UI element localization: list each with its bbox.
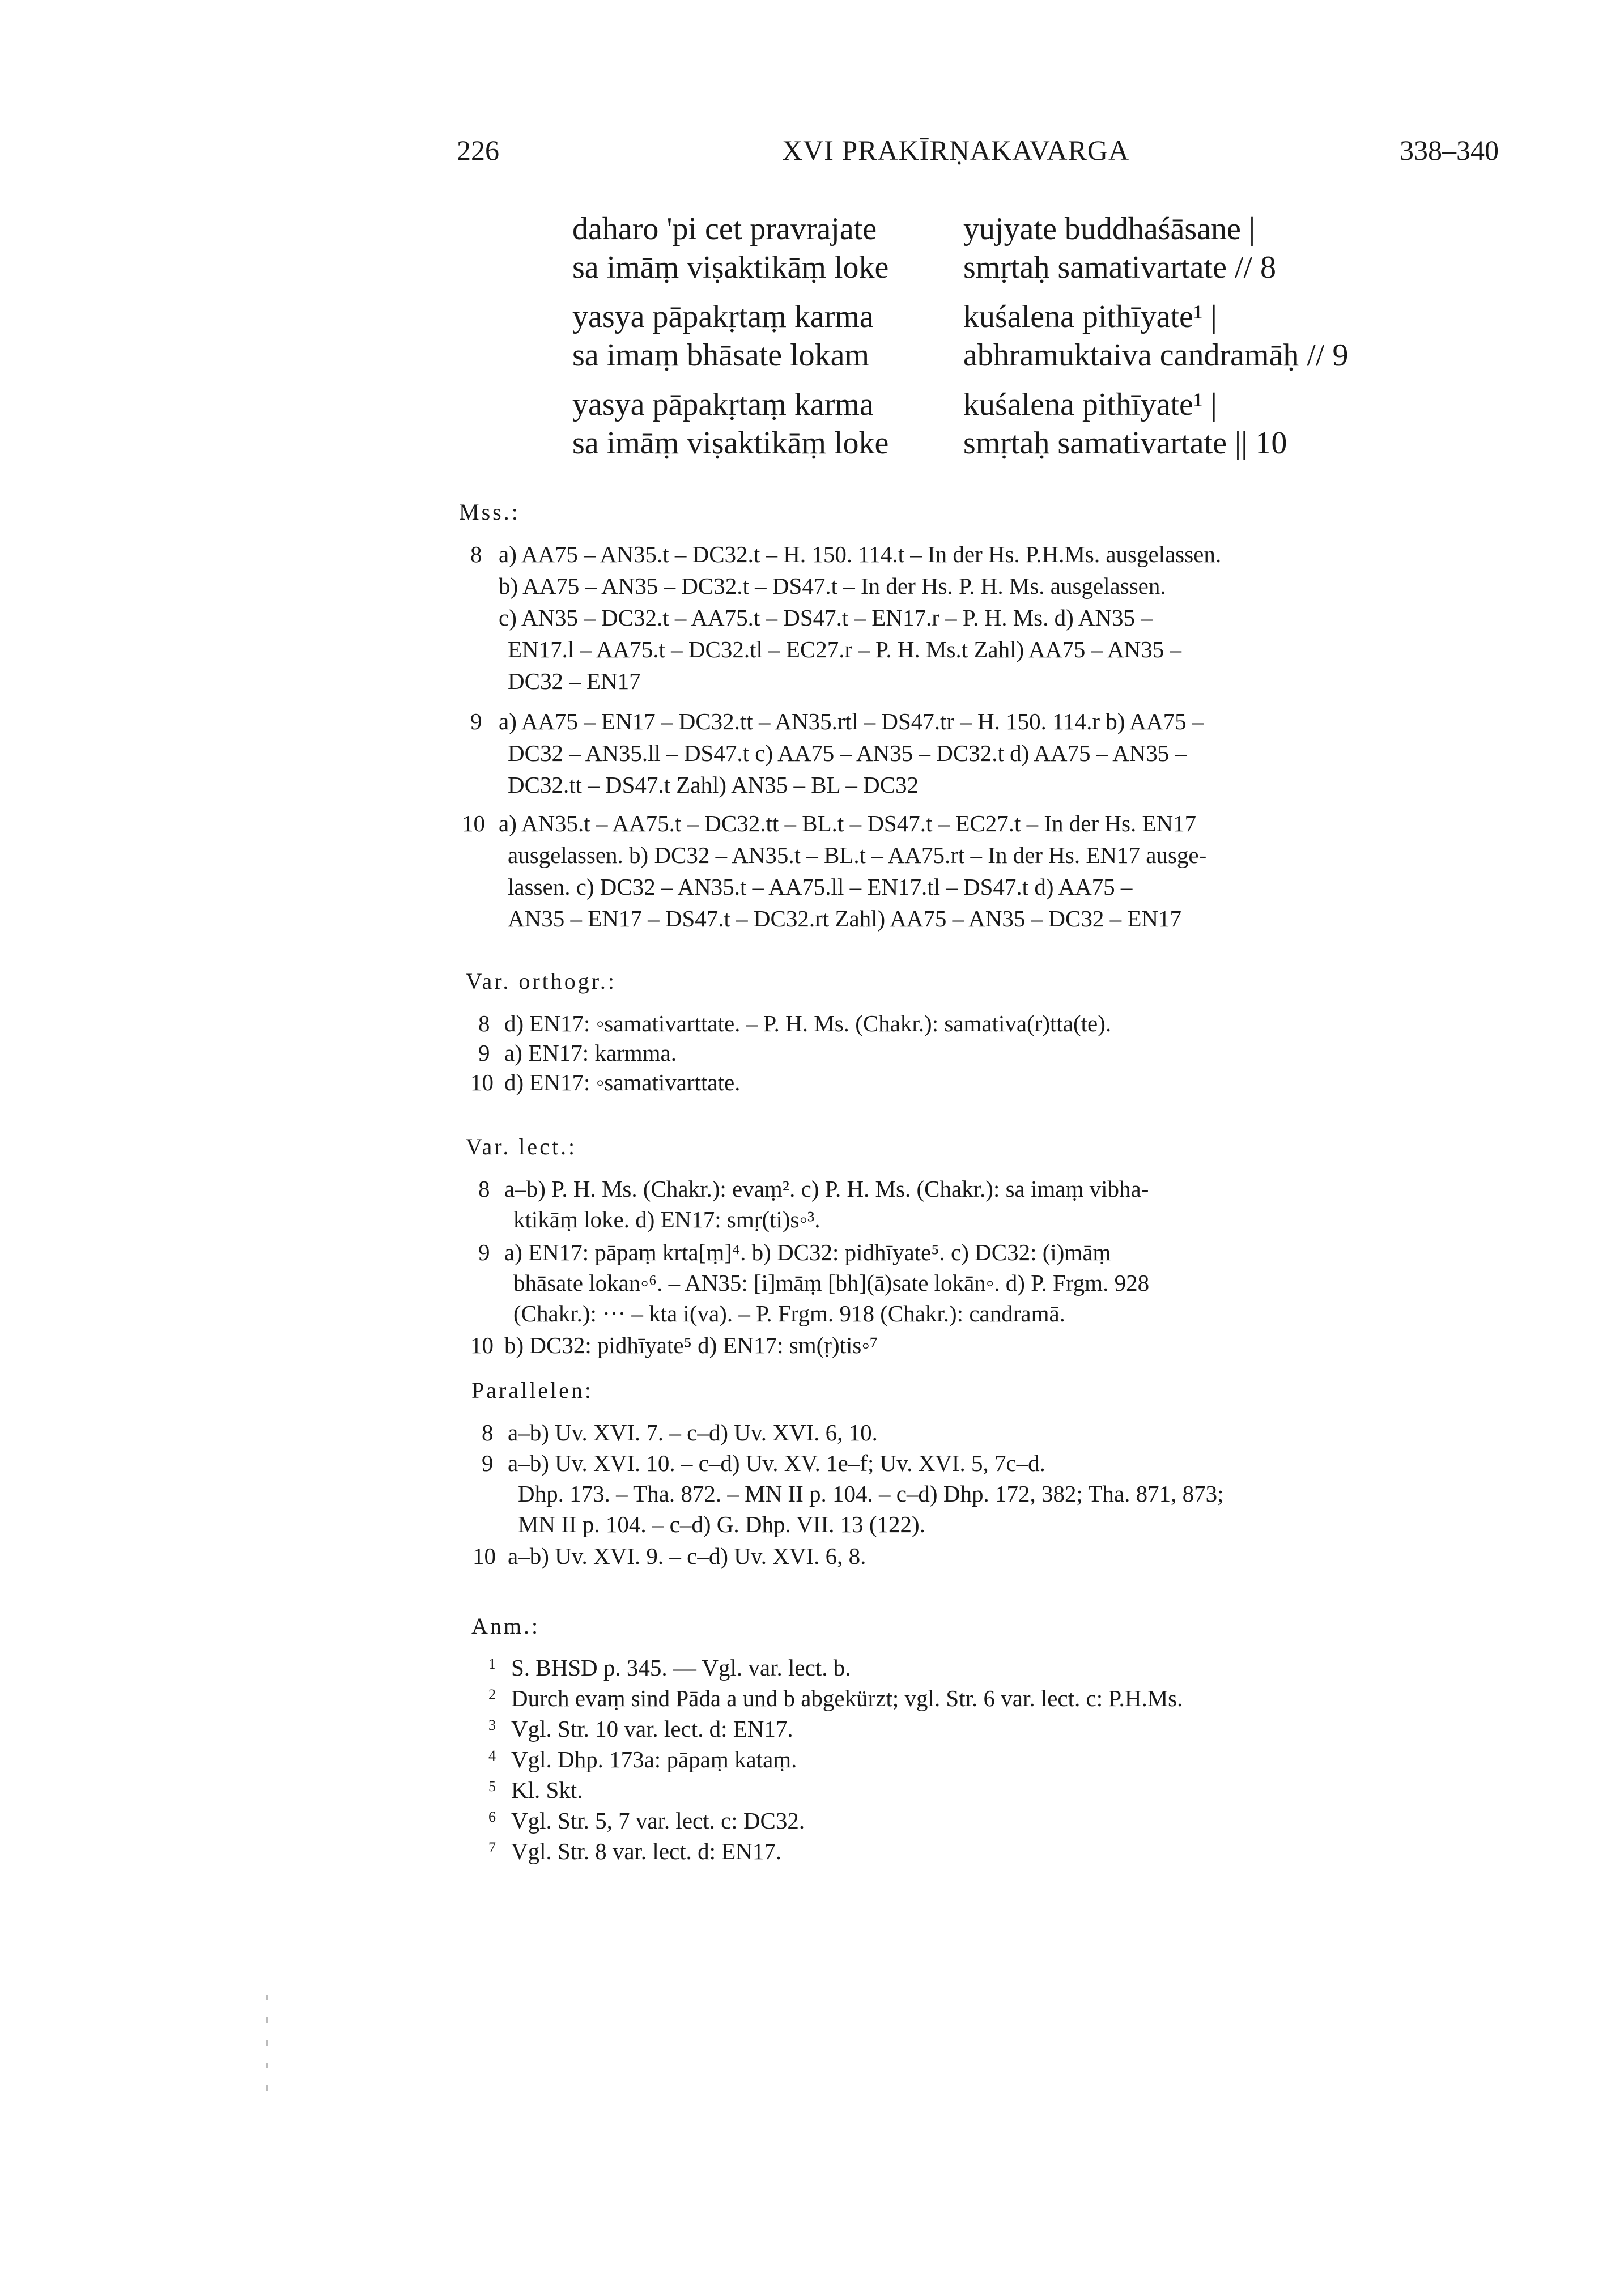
verse-line: sa imāṃ viṣaktikāṃ loke: [572, 250, 889, 285]
entry-line: a) AA75 – EN17 – DC32.tt – AN35.rtl – DS47.tr – H. 150. 114.r b) AA75 –: [499, 708, 1204, 734]
entry-number: 8: [478, 1010, 490, 1036]
entry-line: a) AA75 – AN35.t – DC32.t – H. 150. 114.t – In der Hs. P.H.Ms. ausgelassen.: [499, 541, 1222, 567]
entry-line: a) AN35.t – AA75.t – DC32.tt – BL.t – DS47.t – EC27.t – In der Hs. EN17: [499, 810, 1197, 836]
entry-number: 9: [478, 1040, 490, 1066]
entry-number: 10: [470, 1332, 494, 1358]
verse-line: yujyate buddhaśāsane |: [963, 211, 1256, 246]
verse-range: 338–340: [1400, 134, 1499, 166]
entry-line: a–b) Uv. XVI. 7. – c–d) Uv. XVI. 6, 10.: [508, 1419, 878, 1445]
entry-number: 9: [482, 1450, 494, 1476]
entry-line: DC32.tt – DS47.t Zahl) AN35 – BL – DC32: [508, 772, 919, 798]
footnote-text: S. BHSD p. 345. — Vgl. var. lect. b.: [511, 1655, 851, 1681]
entry-line: Dhp. 173. – Tha. 872. – MN II p. 104. – c–d) Dhp. 172, 382; Tha. 871, 873;: [518, 1481, 1224, 1507]
entry-line: bhāsate lokan◦⁶. – AN35: [i]māṃ [bh](ā)sate lokān◦. d) P. Frgm. 928: [513, 1270, 1150, 1296]
entry-line: b) DC32: pidhīyate⁵ d) EN17: sm(ṛ)tis◦⁷: [504, 1332, 878, 1358]
entry-line: b) AA75 – AN35 – DC32.t – DS47.t – In der Hs. P. H. Ms. ausgelassen.: [499, 573, 1166, 599]
footnote-mark: 3: [488, 1717, 496, 1733]
entry-line: AN35 – EN17 – DS47.t – DC32.rt Zahl) AA75 – AN35 – DC32 – EN17: [508, 905, 1181, 932]
verse-line: daharo 'pi cet pravrajate: [572, 211, 877, 246]
footnote-mark: 5: [488, 1778, 496, 1795]
var-orthogr-heading: Var. orthogr.:: [466, 968, 617, 994]
mss-entry-9: [470, 705, 1536, 807]
entry-number: 8: [478, 1176, 490, 1202]
entry-line: a–b) Uv. XVI. 9. – c–d) Uv. XVI. 6, 8.: [508, 1543, 866, 1569]
entry-line: a) EN17: pāpaṃ krta[ṃ]⁴. b) DC32: pidhīyate⁵. c) DC32: (i)māṃ: [504, 1239, 1111, 1265]
anm-list: [488, 1652, 1537, 1890]
anm-heading: Anm.:: [471, 1613, 541, 1639]
footnote-text: Vgl. Str. 8 var. lect. d: EN17.: [511, 1838, 782, 1864]
footnote-text: Kl. Skt.: [511, 1777, 583, 1803]
footnote-mark: 1: [488, 1656, 496, 1672]
footnote-mark: 6: [488, 1809, 496, 1825]
verse-line: kuśalena pithīyate¹ |: [963, 387, 1217, 422]
entry-line: DC32 – EN17: [508, 668, 641, 694]
entry-line: a–b) Uv. XVI. 10. – c–d) Uv. XV. 1e–f; Uv. XVI. 5, 7c–d.: [508, 1450, 1045, 1476]
var-lect-list: [470, 1173, 1536, 1377]
entry-line: a–b) P. H. Ms. (Chakr.): evaṃ². c) P. H. Ms. (Chakr.): sa imaṃ vibha-: [504, 1176, 1149, 1202]
footnote-mark: 2: [488, 1686, 496, 1703]
var-lect-heading: Var. lect.:: [466, 1134, 577, 1159]
verse-line: yasya pāpakṛtaṃ karma: [572, 387, 874, 422]
footnote-text: Vgl. Str. 10 var. lect. d: EN17.: [511, 1716, 793, 1742]
var-orthogr-list: [470, 1007, 1536, 1104]
verse-line: smṛtaḥ samativartate // 8: [963, 250, 1277, 285]
entry-line: ktikāṃ loke. d) EN17: smṛ(ti)s◦³.: [513, 1206, 820, 1232]
page-number: 226: [457, 134, 499, 166]
mss-entry-8: [470, 538, 1536, 703]
footnote-mark: 7: [488, 1839, 496, 1856]
entry-number: 8: [470, 541, 482, 567]
entry-number: 8: [482, 1419, 494, 1445]
running-title: XVI PRAKĪRṆAKAVARGA: [782, 134, 1130, 166]
entry-line: a) EN17: karmma.: [504, 1040, 677, 1066]
entry-line: ausgelassen. b) DC32 – AN35.t – BL.t – AA75.rt – In der Hs. EN17 ausge-: [508, 842, 1207, 868]
verse-line: kuśalena pithīyate¹ |: [963, 299, 1217, 334]
entry-line: (Chakr.): ··· – kta i(va). – P. Frgm. 918 (Chakr.): candramā.: [513, 1300, 1065, 1326]
entry-line: d) EN17: ◦samativarttate.: [504, 1069, 741, 1095]
entry-line: d) EN17: ◦samativarttate. – P. H. Ms. (Chakr.): samativa(r)tta(te).: [504, 1010, 1112, 1036]
entry-line: lassen. c) DC32 – AN35.t – AA75.ll – EN17.tl – DS47.t d) AA75 –: [508, 874, 1133, 900]
entry-number: 9: [470, 708, 482, 734]
footnote-mark: 4: [488, 1747, 496, 1764]
verse-line: sa imāṃ viṣaktikāṃ loke: [572, 426, 889, 461]
entry-line: MN II p. 104. – c–d) G. Dhp. VII. 13 (122).: [518, 1511, 925, 1537]
entry-number: 9: [478, 1239, 490, 1265]
entry-line: DC32 – AN35.ll – DS47.t c) AA75 – AN35 – DC32.t d) AA75 – AN35 –: [508, 740, 1187, 766]
footnote-text: Vgl. Dhp. 173a: pāpaṃ kataṃ.: [511, 1746, 797, 1772]
parallelen-list: [473, 1417, 1536, 1587]
entry-number: 10: [473, 1543, 496, 1569]
mss-entry-10: [462, 807, 1538, 943]
verse-line: smṛtaḥ samativartate || 10: [963, 426, 1287, 461]
entry-line: EN17.l – AA75.t – DC32.tl – EC27.r – P. H. Ms.t Zahl) AA75 – AN35 –: [508, 636, 1182, 662]
footnote-text: Durch evaṃ sind Pāda a und b abgekürzt; vgl. Str. 6 var. lect. c: P.H.Ms.: [511, 1685, 1183, 1711]
scan-specks: [266, 1995, 270, 2097]
verse-line: sa imaṃ bhāsate lokam: [572, 338, 870, 373]
entry-line: c) AN35 – DC32.t – AA75.t – DS47.t – EN17.r – P. H. Ms. d) AN35 –: [499, 605, 1153, 631]
verse-line: yasya pāpakṛtaṃ karma: [572, 299, 874, 334]
parallelen-heading: Parallelen:: [471, 1377, 594, 1403]
verse-line: abhramuktaiva candramāḥ // 9: [963, 338, 1349, 373]
entry-number: 10: [470, 1069, 494, 1095]
mss-heading: Mss.:: [459, 499, 520, 525]
footnote-text: Vgl. Str. 5, 7 var. lect. c: DC32.: [511, 1808, 805, 1834]
entry-number: 10: [462, 810, 485, 836]
